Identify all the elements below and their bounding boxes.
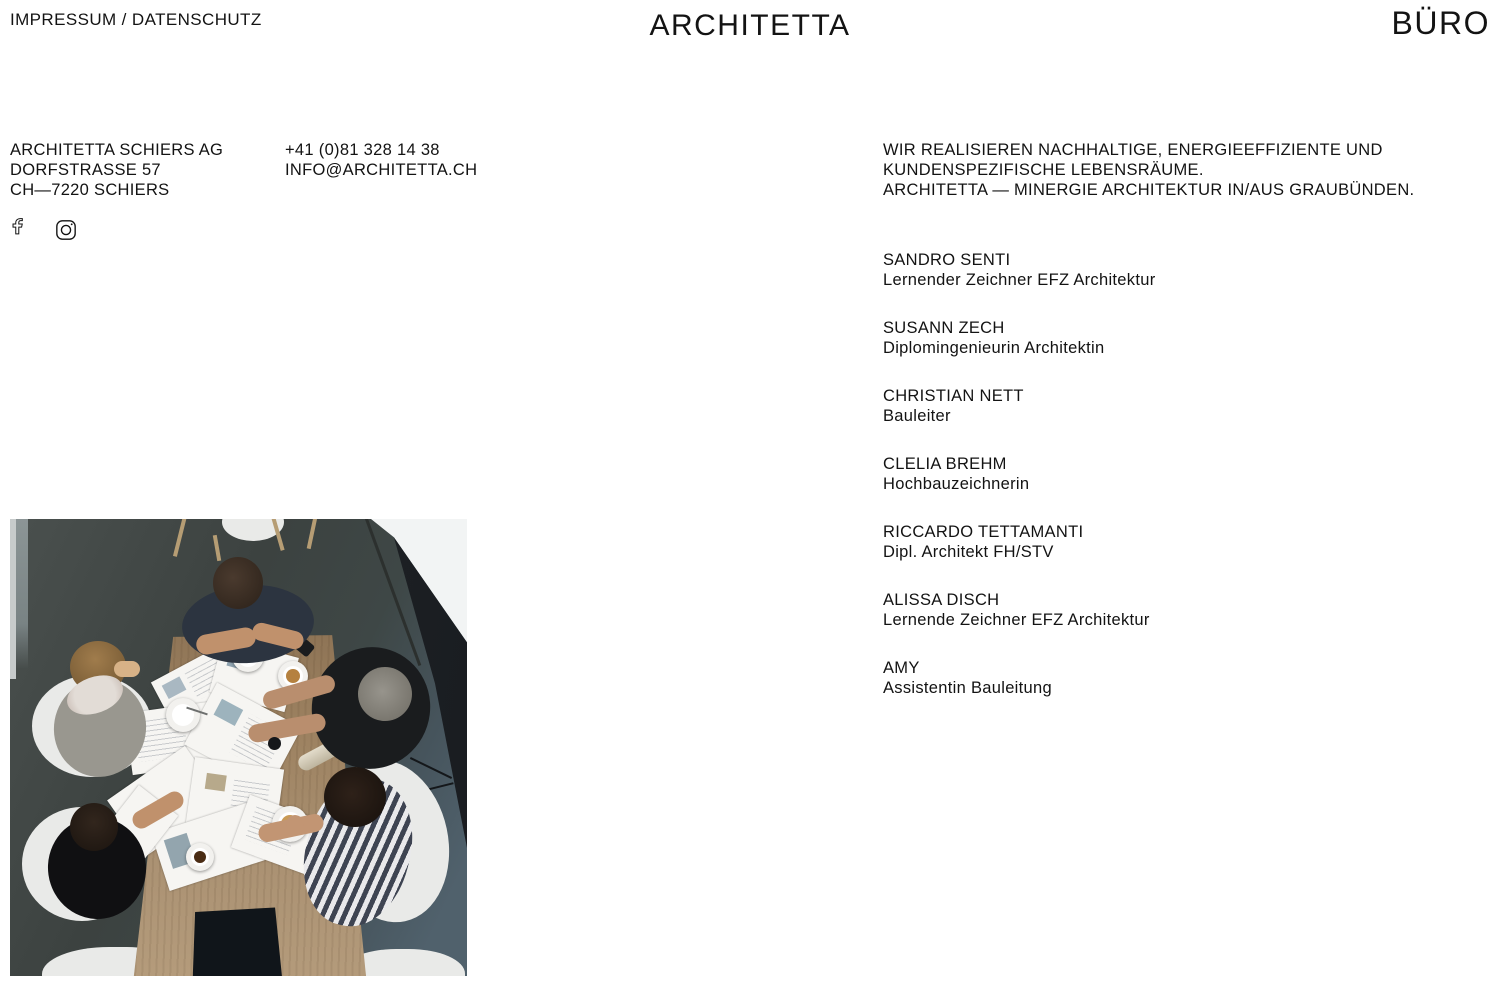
photo-paper-image <box>214 699 244 726</box>
team-member-name: CHRISTIAN NETT <box>883 387 1024 405</box>
facebook-link[interactable] <box>10 218 27 241</box>
instagram-link[interactable] <box>55 219 77 241</box>
photo-coffee-cup <box>166 698 200 732</box>
phone-link[interactable]: +41 (0)81 328 14 38 <box>285 141 440 159</box>
team-member <box>883 522 1155 562</box>
team-member-role: Assistentin Bauleitung <box>883 679 1052 697</box>
photo-person-left-hand <box>114 661 140 677</box>
intro-line-2: KUNDENSPEZIFISCHE LEBENSRÄUME. <box>883 161 1204 179</box>
team-member-name: SANDRO SENTI <box>883 251 1011 269</box>
photo-paper-image <box>205 773 227 792</box>
social-links <box>10 218 77 241</box>
team-member-role: Lernende Zeichner EFZ Architektur <box>883 611 1150 629</box>
photo-chair-leg <box>213 535 221 561</box>
photo-person-top-head <box>213 557 263 609</box>
site-logo[interactable]: ARCHITETTA <box>649 9 851 42</box>
instagram-icon <box>55 228 77 245</box>
team-member-name: RICCARDO TETTAMANTI <box>883 523 1084 541</box>
team-member-name: AMY <box>883 659 920 677</box>
team-member <box>883 658 1155 698</box>
team-member-role: Bauleiter <box>883 407 951 425</box>
team-photo <box>10 519 467 976</box>
photo-person-bottomright-head <box>324 767 386 827</box>
street-address: DORFSTRASSE 57 <box>10 161 161 179</box>
photo-chair-leg <box>307 519 318 549</box>
photo-paper-image <box>162 676 187 699</box>
team-member-name: ALISSA DISCH <box>883 591 1000 609</box>
facebook-icon <box>10 228 27 245</box>
city-address: CH—7220 SCHIERS <box>10 181 170 199</box>
team-member <box>883 590 1155 630</box>
team-member-name: SUSANN ZECH <box>883 319 1005 337</box>
intro-line-3: ARCHITETTA — MINERGIE ARCHITEKTUR IN/AUS GRAUBÜNDEN. <box>883 181 1415 199</box>
team-member <box>883 250 1155 290</box>
impressum-datenschutz-link[interactable]: IMPRESSUM / DATENSCHUTZ <box>10 10 262 29</box>
team-member-role: Hochbauzeichnerin <box>883 475 1030 493</box>
team-member <box>883 318 1155 358</box>
contact-phone-block <box>285 140 477 180</box>
team-member <box>883 386 1155 426</box>
photo-person-right-head <box>358 667 412 721</box>
photo-chair-leg <box>173 519 187 557</box>
photo-coffee-cup <box>186 843 214 871</box>
team-list <box>883 250 1155 726</box>
photo-person-bottomright-hand <box>286 815 304 835</box>
intro-line-1: WIR REALISIEREN NACHHALTIGE, ENERGIEEFFIZIENTE UND <box>883 141 1383 159</box>
page-title-buero[interactable]: BÜRO <box>1391 5 1490 41</box>
team-member-name: CLELIA BREHM <box>883 455 1007 473</box>
email-link[interactable]: INFO@ARCHITETTA.CH <box>285 161 478 179</box>
photo-watch <box>268 737 281 750</box>
contact-address-block <box>10 140 223 200</box>
team-member-role: Lernender Zeichner EFZ Architektur <box>883 271 1156 289</box>
photo-person-bottomleft-head <box>70 803 118 851</box>
team-member-role: Dipl. Architekt FH/STV <box>883 543 1054 561</box>
team-member-role: Diplomingenieurin Architektin <box>883 339 1105 357</box>
team-member <box>883 454 1155 494</box>
intro-statement <box>883 140 1414 200</box>
company-name: ARCHITETTA SCHIERS AG <box>10 141 224 159</box>
photo-wall-shadow <box>16 519 28 669</box>
